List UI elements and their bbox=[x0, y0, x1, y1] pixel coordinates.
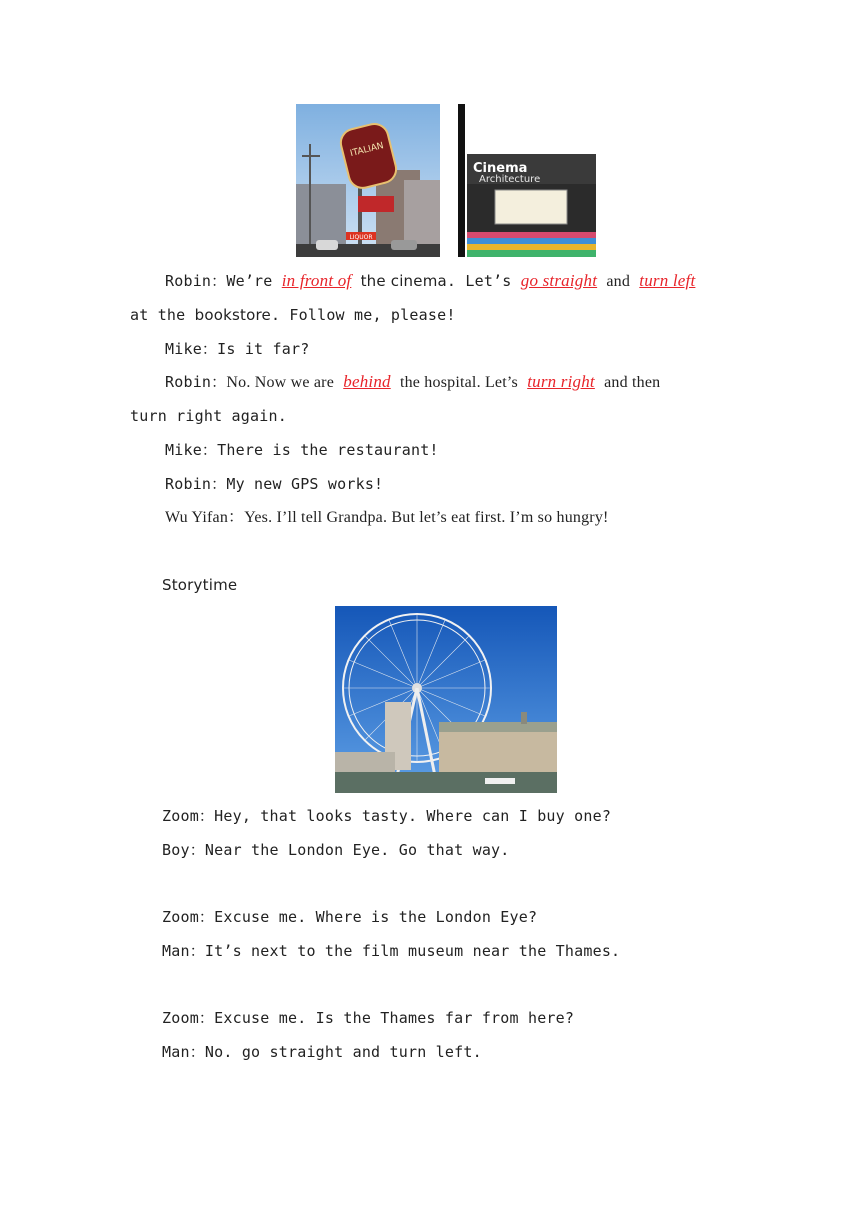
sign-text-italian: ITALIAN bbox=[349, 141, 385, 160]
cinema-architecture-photo bbox=[467, 154, 596, 257]
speaker-robin: Robin： bbox=[165, 475, 227, 493]
cinema-subtitle-text: Architecture bbox=[479, 174, 541, 185]
highlight-phrase: go straight bbox=[520, 271, 598, 290]
speaker-robin: Robin： bbox=[165, 373, 227, 391]
speaker-boy: Boy： bbox=[162, 841, 205, 859]
speaker-robin: Robin： bbox=[165, 272, 227, 290]
dialogue-line-2: at the bookstore. Follow me, please! bbox=[130, 306, 456, 324]
story-line-6: Man：No. go straight and turn left. bbox=[162, 1043, 482, 1061]
story-line-4: Man：It’s next to the film museum near the Thames. bbox=[162, 942, 621, 960]
speaker-man: Man： bbox=[162, 942, 205, 960]
highlight-phrase: behind bbox=[343, 372, 391, 391]
speaker-mike: Mike： bbox=[165, 441, 218, 459]
restaurant-sign-photo bbox=[296, 104, 440, 257]
dialogue-line-6: Mike：There is the restaurant! bbox=[165, 441, 439, 459]
london-eye-photo bbox=[335, 606, 557, 793]
speaker-zoom: Zoom： bbox=[162, 1009, 215, 1027]
dialogue-line-4: Robin：No. Now we are behind the hospital. Let’s turn right and then bbox=[165, 372, 661, 391]
highlight-phrase: in front of bbox=[281, 271, 352, 290]
speaker-zoom: Zoom： bbox=[162, 908, 215, 926]
speaker-wu-yifan: Wu Yifan： bbox=[165, 509, 245, 526]
highlight-phrase: turn left bbox=[639, 271, 696, 290]
story-line-3: Zoom：Excuse me. Where is the London Eye? bbox=[162, 908, 538, 926]
storytime-heading: Storytime bbox=[162, 576, 238, 594]
dialogue-line-1: Robin：We’re in front of the cinema. Let’s go straight and turn left bbox=[165, 271, 696, 290]
dialogue-line-5: turn right again. bbox=[130, 407, 287, 425]
cinema-title-text: Cinema bbox=[473, 161, 528, 176]
speaker-man: Man： bbox=[162, 1043, 205, 1061]
black-divider-bar bbox=[458, 104, 465, 257]
dialogue-line-7: Robin：My new GPS works! bbox=[165, 475, 384, 493]
highlight-phrase: turn right bbox=[527, 372, 595, 391]
story-line-2: Boy：Near the London Eye. Go that way. bbox=[162, 841, 510, 859]
dialogue-line-3: Mike：Is it far? bbox=[165, 340, 310, 358]
sign-text-liquor: LIQUOR bbox=[349, 234, 373, 241]
speaker-zoom: Zoom： bbox=[162, 807, 215, 825]
speaker-mike: Mike： bbox=[165, 340, 218, 358]
dialogue-line-8: Wu Yifan：Yes. I’ll tell Grandpa. But let’s eat first. I’m so hungry! bbox=[165, 509, 609, 526]
story-line-1: Zoom：Hey, that looks tasty. Where can I buy one? bbox=[162, 807, 612, 825]
story-line-5: Zoom：Excuse me. Is the Thames far from here? bbox=[162, 1009, 575, 1027]
